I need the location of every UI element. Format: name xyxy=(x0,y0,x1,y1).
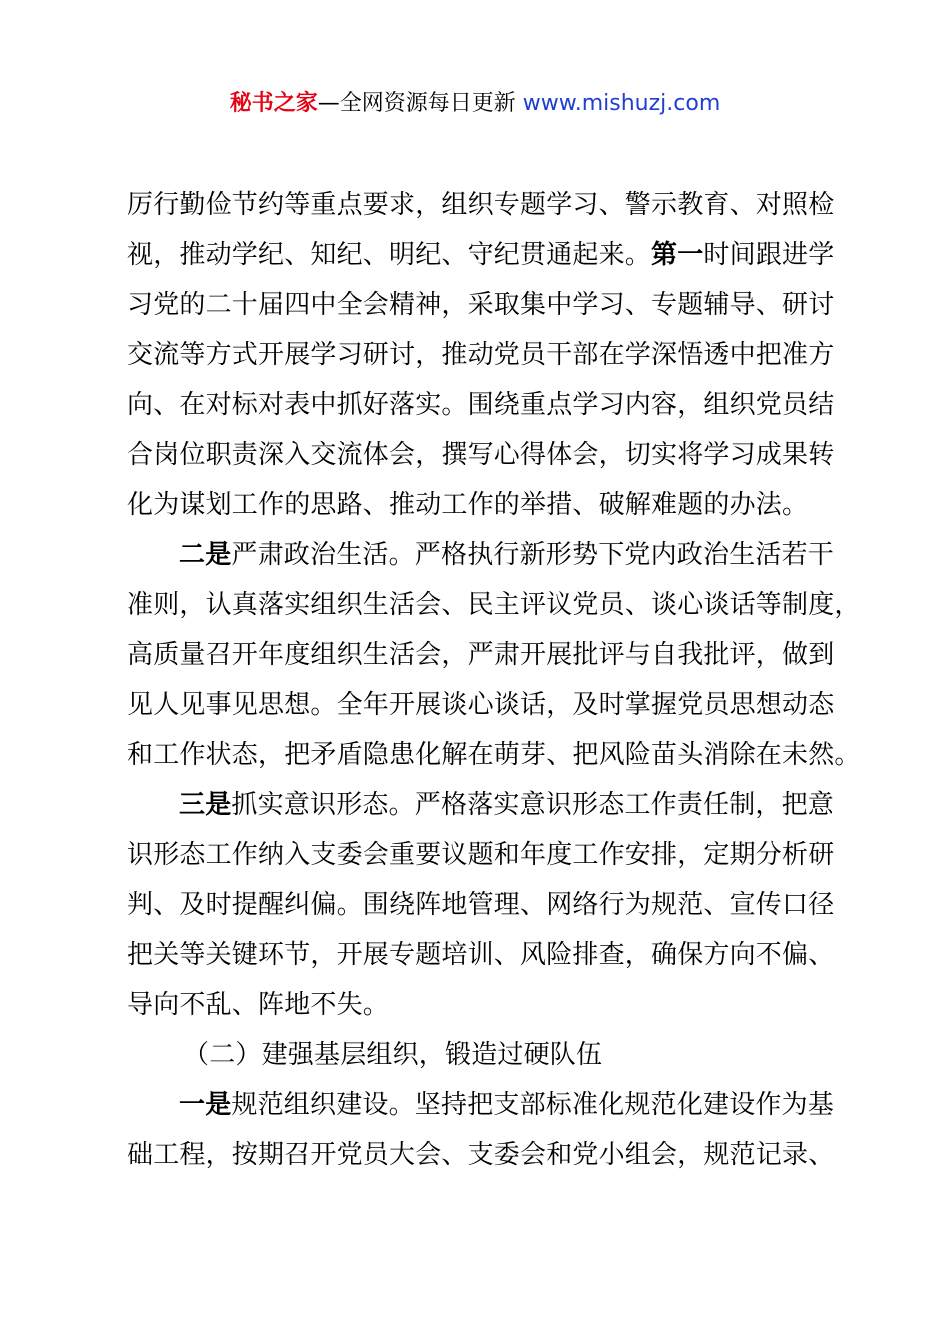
text-line: 和工作状态，把矛盾隐患化解在萌芽、把风险苗头消除在未然。 xyxy=(127,740,861,770)
section-heading: （二）建强基层组织，锻造过硬队伍 xyxy=(183,1040,603,1070)
text-line xyxy=(127,230,833,280)
text-line xyxy=(127,530,833,580)
text-line xyxy=(127,1080,833,1130)
bold-lead: 二是 xyxy=(179,540,232,570)
text-line: 判、及时提醒纠偏。围绕阵地管理、网络行为规范、宣传口径 xyxy=(127,890,835,920)
text-line: 习党的二十届四中全会精神，采取集中学习、专题辅导、研讨 xyxy=(127,290,835,320)
text-segment: 抓实意识形态。严格落实意识形态工作责任制，把意 xyxy=(231,790,835,820)
text-segment: 规范组织建设。坚持把支部标准化规范化建设作为基 xyxy=(231,1090,835,1120)
text-line: 向、在对标对表中抓好落实。围绕重点学习内容，组织党员结 xyxy=(127,390,835,420)
text-line xyxy=(127,780,833,830)
text-line: 础工程，按期召开党员大会、支委会和党小组会，规范记录、 xyxy=(127,1140,835,1170)
text-segment: 视，推动学纪、知纪、明纪、守纪贯通起来。 xyxy=(127,240,652,270)
text-line: 化为谋划工作的思路、推动工作的举措、破解难题的办法。 xyxy=(127,490,809,520)
bold-lead: 三是 xyxy=(179,790,232,820)
text-line: 把关等关键环节，开展专题培训、风险排查，确保方向不偏、 xyxy=(127,940,835,970)
text-line: 见人见事见思想。全年开展谈心谈话，及时掌握党员思想动态 xyxy=(127,690,835,720)
brand-name: 秘书之家 xyxy=(229,91,318,116)
paragraph-political-life xyxy=(127,530,861,780)
text-line: 厉行勤俭节约等重点要求，组织专题学习、警示教育、对照检 xyxy=(127,190,835,220)
site-url-link[interactable]: www.mishuzj.com xyxy=(522,91,721,116)
text-line: 准则，认真落实组织生活会、民主评议党员、谈心谈话等制度， xyxy=(127,590,861,620)
paragraph-study xyxy=(127,180,833,530)
page-header xyxy=(0,88,950,120)
document-body xyxy=(127,180,861,1180)
text-line: 识形态工作纳入支委会重要议题和年度工作安排，定期分析研 xyxy=(127,840,835,870)
text-segment: 时间跟进学 xyxy=(703,240,835,270)
bold-lead: 第一 xyxy=(651,240,704,270)
paragraph-organization xyxy=(127,1080,833,1180)
text-segment: 严肃政治生活。严格执行新形势下党内政治生活若干 xyxy=(231,540,835,570)
header-tagline: —全网资源每日更新 xyxy=(317,91,523,116)
bold-lead: 一是 xyxy=(179,1090,232,1120)
text-line: 合岗位职责深入交流体会，撰写心得体会，切实将学习成果转 xyxy=(127,440,835,470)
text-line: 交流等方式开展学习研讨，推动党员干部在学深悟透中把准方 xyxy=(127,340,835,370)
text-line: 高质量召开年度组织生活会，严肃开展批评与自我批评，做到 xyxy=(127,640,835,670)
text-line: 导向不乱、阵地不失。 xyxy=(127,990,390,1020)
paragraph-ideology xyxy=(127,780,833,1030)
